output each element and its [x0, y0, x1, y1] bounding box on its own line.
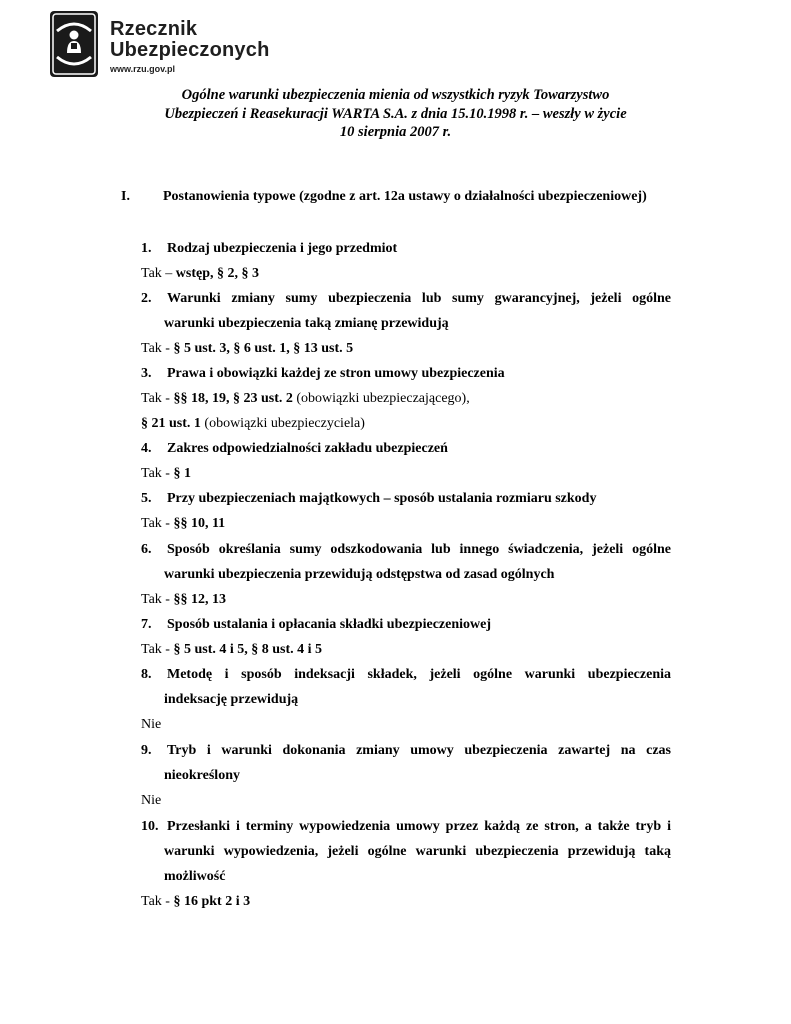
list-item-6 — [141, 537, 671, 562]
list-item-10-cont2: możliwość — [164, 869, 226, 884]
item-number: 3. — [141, 366, 152, 381]
item-number: 5. — [141, 491, 152, 506]
list-item-9 — [141, 738, 671, 763]
item-text: Przesłanki i terminy wypowiedzenia umowy przez każdą ze stron, a także tryb i — [167, 819, 671, 834]
answer-note: (obowiązki ubezpieczającego), — [292, 391, 470, 406]
item-number: 9. — [141, 743, 152, 758]
answer-prefix: Tak - — [141, 642, 174, 657]
list-item-10-cont: warunki wypowiedzenia, jeżeli ogólne warunki ubezpieczenia przewidują taką — [164, 844, 671, 859]
answer-reference: § 16 pkt 2 i 3 — [173, 894, 251, 909]
item-text: Prawa i obowiązki każdej ze stron umowy ubezpieczenia — [167, 366, 505, 381]
list-item-5 — [141, 486, 671, 511]
item-number: 1. — [141, 241, 152, 256]
answer-5 — [141, 511, 671, 536]
answer-9: Nie — [141, 793, 162, 808]
logo-name-line2: Ubezpieczonych — [110, 39, 270, 61]
list-item-3 — [141, 361, 671, 386]
answer-note: (obowiązki ubezpieczyciela) — [200, 416, 365, 431]
item-number: 7. — [141, 617, 152, 632]
list-item-7 — [141, 612, 671, 637]
logo-url[interactable]: www.rzu.gov.pl — [110, 64, 175, 74]
section-heading: Postanowienia typowe (zgodne z art. 12a ustawy o działalności ubezpieczeniowej) — [163, 189, 647, 204]
answer-8: Nie — [141, 717, 162, 732]
item-number: 2. — [141, 291, 152, 306]
answer-1 — [141, 261, 671, 286]
answer-reference: § 5 ust. 3, § 6 ust. 1, § 13 ust. 5 — [173, 341, 354, 356]
list-item-9-cont: nieokreślony — [164, 768, 240, 783]
item-text: Tryb i warunki dokonania zmiany umowy ubezpieczenia zawartej na czas — [167, 743, 671, 758]
item-number: 10. — [141, 819, 159, 834]
item-text: Sposób określania sumy odszkodowania lub innego świadczenia, jeżeli ogólne — [167, 542, 671, 557]
list-item-8 — [141, 662, 671, 687]
answer-4 — [141, 461, 671, 486]
answer-prefix: Tak - — [141, 391, 174, 406]
list-item-1 — [141, 236, 671, 261]
answer-3 — [141, 386, 671, 411]
item-text: Zakres odpowiedzialności zakładu ubezpieczeń — [167, 441, 448, 456]
answer-prefix: Tak - — [141, 466, 174, 481]
answer-prefix: Tak - — [141, 341, 174, 356]
item-number: 4. — [141, 441, 152, 456]
answer-reference: § 21 ust. 1 — [141, 416, 201, 431]
answer-reference: § 1 — [173, 466, 191, 481]
document-title-line3: 10 sierpnia 2007 r. — [339, 124, 452, 140]
item-text: Rodzaj ubezpieczenia i jego przedmiot — [167, 241, 398, 256]
answer-prefix: Tak - — [141, 516, 174, 531]
answer-prefix: Tak – — [141, 266, 176, 281]
logo-name-line1: Rzecznik — [110, 18, 198, 40]
answer-10 — [141, 889, 671, 914]
list-item-4 — [141, 436, 671, 461]
answer-2 — [141, 336, 671, 361]
list-item-6-cont: warunki ubezpieczenia przewidują odstępstwa od zasad ogólnych — [164, 567, 555, 582]
logo — [50, 11, 290, 79]
list-item-10 — [141, 814, 671, 839]
item-text: Sposób ustalania i opłacania składki ubezpieczeniowej — [167, 617, 492, 632]
item-number: 8. — [141, 667, 152, 682]
answer-prefix: Tak - — [141, 894, 174, 909]
answer-6 — [141, 587, 671, 612]
person-hands-icon — [50, 11, 98, 77]
item-number: 6. — [141, 542, 152, 557]
section-numeral: I. — [121, 189, 130, 204]
answer-reference: §§ 18, 19, § 23 ust. 2 — [173, 391, 293, 406]
list-item-2 — [141, 286, 671, 311]
answer-reference: §§ 10, 11 — [173, 516, 226, 531]
answer-reference: wstęp, § 2, § 3 — [175, 266, 260, 281]
answer-prefix: Tak - — [141, 592, 174, 607]
answer-7 — [141, 637, 671, 662]
item-text: Warunki zmiany sumy ubezpieczenia lub sumy gwarancyjnej, jeżeli ogólne — [167, 291, 671, 306]
list-item-2-cont: warunki ubezpieczenia taką zmianę przewidują — [164, 316, 449, 331]
list-item-8-cont: indeksację przewidują — [164, 692, 299, 707]
answer-reference: § 5 ust. 4 i 5, § 8 ust. 4 i 5 — [173, 642, 323, 657]
item-text: Metodę i sposób indeksacji składek, jeżeli ogólne warunki ubezpieczenia — [167, 667, 671, 682]
item-text: Przy ubezpieczeniach majątkowych – sposób ustalania rozmiaru szkody — [167, 491, 597, 506]
answer-3-cont — [141, 411, 671, 436]
document-title-line1: Ogólne warunki ubezpieczenia mienia od wszystkich ryzyk Towarzystwo — [181, 87, 610, 103]
answer-reference: §§ 12, 13 — [173, 592, 226, 607]
document-title-line2: Ubezpieczeń i Reasekuracji WARTA S.A. z dnia 15.10.1998 r. – weszły w życie — [164, 106, 627, 122]
